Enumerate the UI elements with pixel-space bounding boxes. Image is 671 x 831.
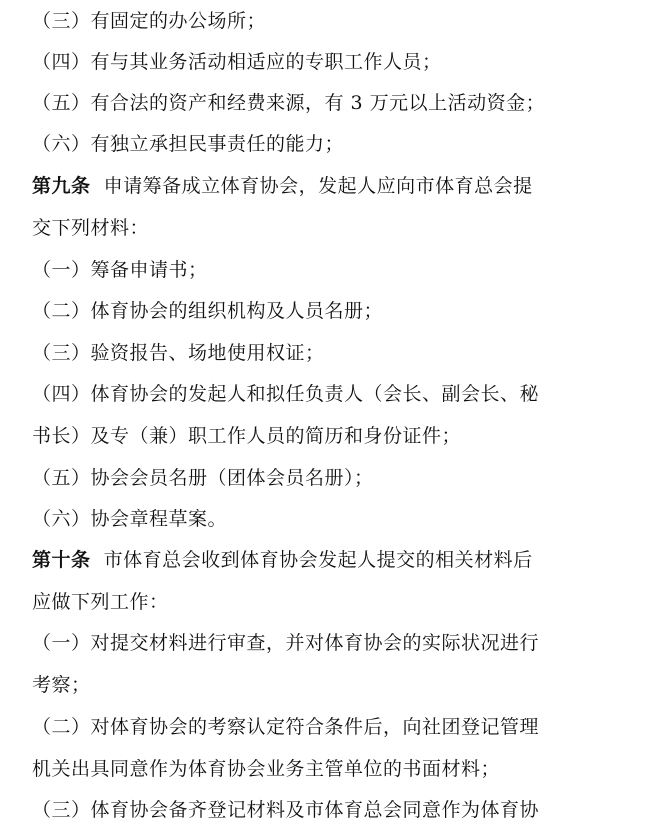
article-heading-line: [32, 165, 533, 207]
paragraph-line: [32, 706, 539, 748]
line-text: （三）有固定的办公场所；: [32, 10, 267, 32]
paragraph-line: [32, 498, 227, 540]
paragraph-line: [32, 581, 169, 623]
line-text: （一）对提交材料进行审查，并对体育协会的实际状况进行: [32, 632, 540, 654]
paragraph-line: [32, 664, 91, 706]
line-text: （一）筹备申请书；: [32, 259, 208, 281]
line-text: 书长）及专（兼）职工作人员的简历和身份证件；: [32, 425, 462, 447]
paragraph-line: [32, 290, 383, 332]
paragraph-line: [32, 82, 545, 124]
line-text: 机关出具同意作为体育协会业务主管单位的书面材料；: [32, 758, 501, 780]
paragraph-line: [32, 332, 325, 374]
line-text: 应做下列工作：: [32, 591, 169, 613]
line-text: （三）体育协会备齐登记材料及市体育总会同意作为体育协: [32, 799, 540, 821]
line-text: （五）协会会员名册（团体会员名册）；: [32, 467, 374, 489]
line-text: 考察；: [32, 674, 91, 696]
line-text: （二）体育协会的组织机构及人员名册；: [32, 300, 384, 322]
line-text: （四）体育协会的发起人和拟任负责人（会长、副会长、秘: [32, 383, 540, 405]
line-text: （二）对体育协会的考察认定符合条件后，向社团登记管理: [32, 716, 540, 738]
paragraph-line: [32, 373, 539, 415]
paragraph-line: [32, 123, 344, 165]
line-text: 申请筹备成立体育协会，发起人应向市体育总会提: [103, 175, 533, 197]
line-text: （六）有独立承担民事责任的能力；: [32, 133, 345, 155]
paragraph-line: [32, 789, 539, 831]
article-label: 第十条: [32, 549, 91, 571]
paragraph-line: [32, 748, 500, 790]
paragraph-line: [32, 249, 208, 291]
paragraph-line: [32, 415, 461, 457]
line-text: 交下列材料：: [32, 217, 150, 239]
paragraph-line: [32, 0, 266, 42]
article-label: 第九条: [32, 175, 91, 197]
paragraph-line: [32, 622, 539, 664]
paragraph-line: [32, 207, 149, 249]
line-text: 市体育总会收到体育协会发起人提交的相关材料后: [103, 549, 533, 571]
line-text: （五）有合法的资产和经费来源，有 3 万元以上活动资金；: [32, 92, 546, 114]
article-heading-line: [32, 539, 533, 581]
paragraph-line: [32, 457, 374, 499]
line-text: （三）验资报告、场地使用权证；: [32, 342, 325, 364]
line-text: （四）有与其业务活动相适应的专职工作人员；: [32, 51, 442, 73]
paragraph-line: [32, 41, 442, 83]
line-text: （六）协会章程草案。: [32, 508, 228, 530]
